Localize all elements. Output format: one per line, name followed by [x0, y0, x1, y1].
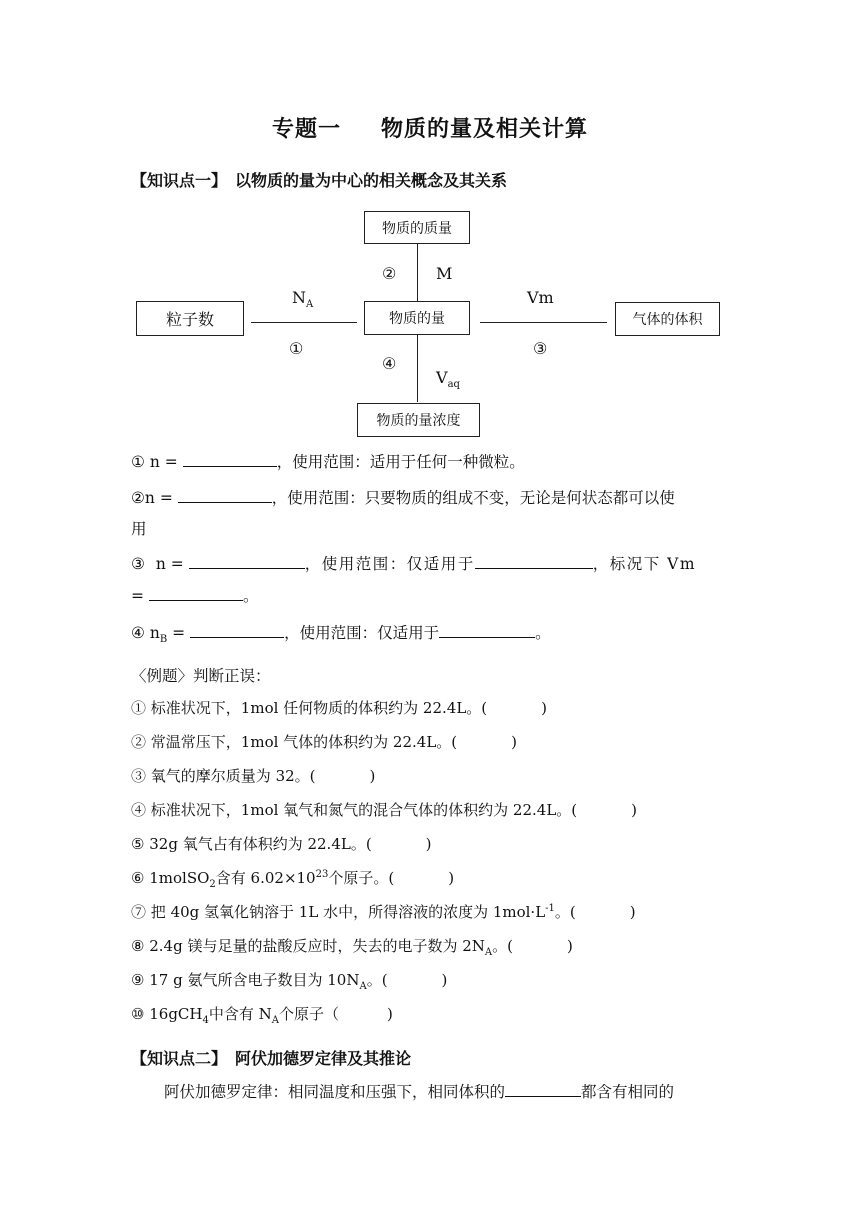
section2-text: 阿伏加德罗定律及其推论 [235, 1049, 412, 1068]
item-bracket-end: ) [541, 699, 548, 717]
item-text: 标准状况下，1mol 氧气和氮气的混合气体的体积约为 22.4L。( [150, 801, 578, 819]
formula-scope: ，使用范围：适用于任何一种微粒。 [276, 453, 525, 471]
formula-n-sub: B [159, 634, 168, 646]
item-sup: 23 [315, 869, 329, 880]
particles-box: 粒子数 [136, 301, 244, 336]
example-item [131, 1003, 393, 1026]
item-sub: A [271, 1015, 279, 1026]
law-text: 阿伏加德罗定律：相同温度和压强下，相同体积的 [164, 1083, 506, 1101]
formula-end: 。 [535, 624, 551, 642]
item-num: ④ [131, 801, 147, 819]
label-Vm: Vm [527, 288, 554, 307]
example-item [131, 833, 432, 854]
gas-volume-box: 气体的体积 [615, 302, 720, 336]
formula-eq: = [131, 587, 144, 605]
item-text: 32g 氧气占有体积约为 22.4L。( [149, 835, 372, 853]
item-num: ⑦ [131, 903, 147, 921]
section1-text: 以物质的量为中心的相关概念及其关系 [235, 171, 508, 190]
label-M: M [436, 264, 453, 283]
item-num: ⑤ [131, 835, 145, 853]
answer-blank[interactable] [178, 486, 272, 503]
concentration-box: 物质的量浓度 [357, 403, 480, 437]
answer-blank[interactable] [183, 450, 277, 467]
item-sub: A [359, 981, 367, 992]
example-item [131, 731, 517, 752]
connector-amount-gas [480, 322, 607, 323]
item-bracket-end: ) [441, 971, 448, 989]
section2-heading [131, 1046, 411, 1069]
answer-blank[interactable] [190, 621, 284, 638]
item-sub: A [484, 947, 493, 958]
item-text: 17 g 氨气所含电子数目为 10N [149, 971, 360, 989]
formula-lhs: n = [155, 555, 184, 573]
mass-box: 物质的质量 [364, 211, 470, 244]
formula-lhs: n = [149, 453, 178, 471]
item-num: ② [131, 733, 147, 751]
amount-box: 物质的量 [364, 301, 470, 335]
example-item [131, 901, 636, 922]
formula-line-1 [131, 450, 525, 472]
item-bracket-end: ) [387, 1005, 393, 1023]
item-num: ⑥ [131, 869, 145, 887]
item-num: ③ [131, 767, 147, 785]
formula-line-3 [131, 552, 696, 574]
circle-2: ② [382, 264, 397, 283]
item-text: 16gCH [149, 1005, 203, 1023]
formula-lhs: n = [144, 489, 173, 507]
item-bracket-end: ) [629, 903, 636, 921]
title-part1: 专题一 [271, 117, 341, 142]
circle-3: ③ [533, 339, 548, 358]
formula-eq: = [172, 624, 186, 642]
example-item [131, 867, 454, 890]
item-text: 个原子（ [279, 1005, 340, 1023]
connector-particles-amount [251, 322, 357, 323]
item-text: 把 40g 氢氧化钠溶于 1L 水中，所得溶液的浓度为 1mol·L [150, 903, 546, 921]
item-text: 标准状况下，1mol 任何物质的体积约为 22.4L。( [150, 699, 488, 717]
section1-heading [131, 168, 507, 191]
item-bracket-end: ) [369, 767, 376, 785]
formula-num: ③ [131, 555, 145, 573]
answer-blank[interactable] [475, 552, 593, 569]
formula-num: ① [131, 453, 145, 471]
formula-num: ④ [131, 624, 145, 642]
item-bracket-end: ) [567, 937, 573, 955]
connector-mass-amount [417, 243, 418, 301]
item-sup: -1 [545, 903, 555, 914]
label-NA-sub: A [306, 299, 314, 311]
example-item [131, 765, 375, 786]
item-bracket-end: ) [425, 835, 432, 853]
item-text: 中含有 N [208, 1005, 272, 1023]
formula-line-2 [131, 486, 675, 508]
formula-line-2-cont: 用 [131, 520, 147, 538]
item-bracket-end: ) [631, 801, 638, 819]
item-sub: 4 [202, 1015, 209, 1026]
item-text: 1molSO [149, 869, 210, 887]
law-text: 都含有相同的 [581, 1083, 675, 1101]
item-num: ⑨ [131, 971, 145, 989]
formula-n: n [149, 624, 160, 642]
formula-scope: ，使用范围：仅适用于 [304, 555, 475, 573]
item-text: 氧气的摩尔质量为 32。( [150, 767, 316, 785]
answer-blank[interactable] [439, 621, 535, 638]
formula-end: 。 [242, 587, 259, 605]
example-item [131, 697, 547, 718]
label-NA [292, 288, 313, 310]
example-item [131, 969, 447, 992]
formula-scope: ，使用范围：只要物质的组成不变，无论是何状态都可以使 [271, 489, 675, 507]
section1-bracket: 【知识点一】 [131, 171, 228, 190]
title-part2: 物质的量及相关计算 [381, 117, 589, 142]
answer-blank[interactable] [505, 1080, 581, 1097]
label-NA-main: N [292, 288, 306, 307]
circle-4: ④ [382, 354, 397, 373]
formula-num: ② [131, 489, 145, 507]
item-text: 。( [366, 971, 388, 989]
connector-amount-concentration [417, 334, 418, 402]
item-text: 含有 6.02×10 [215, 869, 316, 887]
item-num: ⑩ [131, 1005, 145, 1023]
item-num: ⑧ [131, 937, 145, 955]
page-title [0, 112, 860, 143]
example-item [131, 799, 637, 820]
section2-bracket: 【知识点二】 [131, 1049, 228, 1068]
item-text: 个原子。( [328, 869, 395, 887]
item-text: 2.4g 镁与足量的盐酸反应时，失去的电子数为 2N [149, 937, 485, 955]
formula-line-3-cont [131, 584, 258, 606]
item-text: 。( [554, 903, 576, 921]
label-Vaq-main: V [436, 368, 448, 387]
formula-line-4 [131, 621, 551, 645]
item-text: 。( [492, 937, 513, 955]
answer-blank[interactable] [189, 552, 305, 569]
item-num: ① [131, 699, 147, 717]
answer-blank[interactable] [149, 584, 243, 601]
example-header: 〈例题〉判断正误： [131, 667, 271, 685]
label-Vaq [436, 368, 460, 390]
example-item [131, 935, 573, 958]
circle-1: ① [289, 339, 304, 358]
law-paragraph [164, 1080, 674, 1102]
formula-std: ，标况下 Vm [592, 555, 697, 573]
formula-scope: ，使用范围：仅适用于 [284, 624, 440, 642]
item-bracket-end: ) [511, 733, 518, 751]
item-bracket-end: ) [448, 869, 455, 887]
label-Vaq-sub: aq [447, 379, 460, 391]
item-text: 常温常压下，1mol 气体的体积约为 22.4L。( [150, 733, 458, 751]
item-sub: 2 [209, 879, 216, 890]
